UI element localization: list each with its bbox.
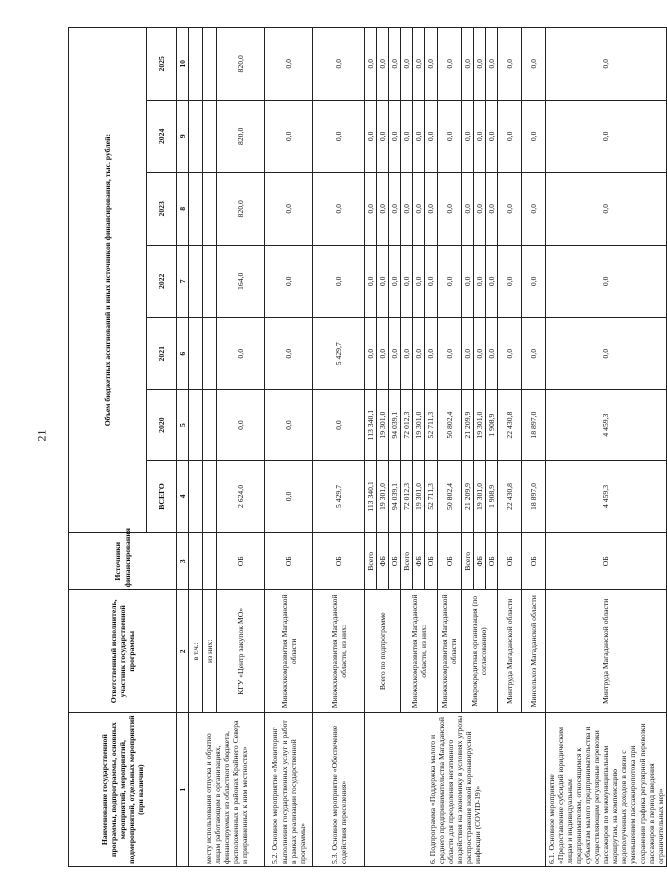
executor: Минжкхкомразвития Магаданской области, из них: [401, 590, 437, 713]
value-cell: 0,0 [425, 100, 437, 172]
source: ОБ [425, 533, 437, 590]
value-cell: 0,0 [497, 245, 521, 317]
value-cell: 19 301,0 [377, 390, 389, 460]
value-cell: 0,0 [437, 100, 461, 172]
budget-table [68, 27, 667, 867]
value-cell: 0,0 [485, 173, 497, 245]
col3-header: Источники финансирования [69, 533, 177, 590]
value-cell: 22 430,8 [497, 390, 521, 460]
value-cell: 0,0 [521, 100, 545, 172]
value-cell: 0,0 [313, 28, 365, 101]
value-cell: 22 430,8 [497, 460, 521, 532]
col-number: 5 [177, 390, 189, 460]
value-cell: 0,0 [461, 28, 473, 101]
col-number: 4 [177, 460, 189, 532]
value-cell: 4 459,3 [545, 390, 666, 460]
value-cell: 0,0 [461, 173, 473, 245]
value-cell: 820,0 [217, 100, 265, 172]
value-cell: 0,0 [425, 28, 437, 101]
value-cell: 2 624,0 [217, 460, 265, 532]
value-cell: 1 908,9 [485, 390, 497, 460]
source: ФБ [377, 533, 389, 590]
executor: Минжкхкомразвития Магаданской области, из них: [313, 590, 365, 713]
value-cell: 18 897,0 [521, 460, 545, 532]
col-number: 9 [177, 100, 189, 172]
source: Всего [461, 533, 473, 590]
value-cell: 72 012,3 [401, 460, 413, 532]
value-cell: 0,0 [425, 245, 437, 317]
col-number: 8 [177, 173, 189, 245]
value-cell: 0,0 [265, 28, 313, 101]
executor: из них: [203, 590, 217, 713]
value-cell: 0,0 [545, 318, 666, 390]
value-cell: 0,0 [265, 390, 313, 460]
value-cell: 0,0 [401, 245, 413, 317]
executor: Минжкхкомразвития Магаданской области [265, 590, 313, 713]
value-cell: 0,0 [365, 318, 377, 390]
value-cell: 0,0 [377, 173, 389, 245]
col-number: 2 [177, 590, 189, 713]
value-cell: 0,0 [497, 28, 521, 101]
value-cell: 0,0 [365, 100, 377, 172]
row-name: 5.3. Основное мероприятие «Обеспечение содействия переселения» [313, 713, 365, 867]
value-cell: 72 012,3 [401, 390, 413, 460]
executor: Минтруда Магаданской области [497, 590, 521, 713]
value-cell: 820,0 [217, 173, 265, 245]
value-cell: 0,0 [461, 100, 473, 172]
col-number: 6 [177, 318, 189, 390]
source: ОБ [217, 533, 265, 590]
value-cell: 94 039,1 [389, 460, 401, 532]
value-cell: 50 802,4 [437, 460, 461, 532]
year-header: 2025 [147, 28, 177, 101]
value-cell: 0,0 [313, 390, 365, 460]
value-cell: 0,0 [473, 173, 485, 245]
source: Всего [401, 533, 413, 590]
value-cell: 0,0 [473, 28, 485, 101]
value-cell: 820,0 [217, 28, 265, 101]
executor: Всего по подпрограмме [365, 590, 401, 713]
source: ОБ [497, 533, 521, 590]
value-cell: 0,0 [545, 173, 666, 245]
value-cell: 0,0 [461, 318, 473, 390]
value-cell: 0,0 [217, 318, 265, 390]
source: ОБ [521, 533, 545, 590]
volume-header: Объем бюджетных ассигнований и иных источников финансирования, тыс. рублей: [69, 28, 147, 533]
value-cell: 0,0 [521, 28, 545, 101]
value-cell: 52 711,3 [425, 460, 437, 532]
value-cell: 19 301,0 [413, 390, 425, 460]
source: ОБ [313, 533, 365, 590]
value-cell: 0,0 [389, 100, 401, 172]
value-cell: 0,0 [521, 245, 545, 317]
source: ОБ [265, 533, 313, 590]
value-cell: 0,0 [389, 245, 401, 317]
value-cell: 0,0 [365, 173, 377, 245]
value-cell: 19 301,0 [377, 460, 389, 532]
value-cell: 5 429,7 [313, 318, 365, 390]
col-number: 1 [177, 713, 189, 867]
value-cell: 0,0 [461, 245, 473, 317]
year-header: 2024 [147, 100, 177, 172]
value-cell: 19 301,0 [473, 460, 485, 532]
value-cell: 21 209,9 [461, 390, 473, 460]
value-cell: 0,0 [401, 28, 413, 101]
value-cell: 0,0 [545, 28, 666, 101]
year-header: 2023 [147, 173, 177, 245]
year-header: 2022 [147, 245, 177, 317]
value-cell: 0,0 [377, 28, 389, 101]
executor: Минсельхоз Магаданской области [521, 590, 545, 713]
value-cell: 52 711,3 [425, 390, 437, 460]
source: ОБ [389, 533, 401, 590]
value-cell: 0,0 [389, 28, 401, 101]
value-cell: 0,0 [485, 28, 497, 101]
value-cell: 0,0 [401, 173, 413, 245]
value-cell: 0,0 [437, 318, 461, 390]
col-number: 3 [177, 533, 189, 590]
value-cell: 18 897,0 [521, 390, 545, 460]
col1-header: Наименование государственной программы, подпрограммы, основных мероприятий, мероприятий, подмероприятий, отдельных мероприятий (при наличии) [69, 713, 177, 867]
value-cell: 0,0 [377, 318, 389, 390]
value-cell: 0,0 [521, 173, 545, 245]
value-cell: 0,0 [389, 173, 401, 245]
col-number: 10 [177, 28, 189, 101]
value-cell: 0,0 [413, 245, 425, 317]
value-cell: 1 908,9 [485, 460, 497, 532]
value-cell: 0,0 [365, 245, 377, 317]
year-header: 2020 [147, 390, 177, 460]
row-name: 6. Подпрограмма «Поддержка малого и среднего предпринимательства Магаданской области для преодоления негативного воздействия на экономику в условиях угрозы распространения новой коронавирусной инфекции (COVID-19)» [365, 713, 546, 867]
source: ОБ [485, 533, 497, 590]
value-cell: 113 340,1 [365, 460, 377, 532]
value-cell: 0,0 [473, 245, 485, 317]
year-header: 2021 [147, 318, 177, 390]
value-cell: 113 340,1 [365, 390, 377, 460]
source: ФБ [413, 533, 425, 590]
executor: в т.ч.: [189, 590, 203, 713]
rotated-table-container [68, 27, 665, 867]
value-cell: 19 301,0 [413, 460, 425, 532]
value-cell: 0,0 [425, 318, 437, 390]
value-cell: 21 209,9 [461, 460, 473, 532]
value-cell: 0,0 [265, 318, 313, 390]
value-cell: 0,0 [265, 460, 313, 532]
source: ФБ [473, 533, 485, 590]
value-cell: 0,0 [485, 245, 497, 317]
value-cell: 0,0 [377, 100, 389, 172]
value-cell: 0,0 [265, 173, 313, 245]
value-cell: 19 301,0 [473, 390, 485, 460]
value-cell: 0,0 [389, 318, 401, 390]
value-cell: 50 802,4 [437, 390, 461, 460]
value-cell: 0,0 [497, 318, 521, 390]
value-cell: 0,0 [521, 318, 545, 390]
value-cell: 0,0 [413, 173, 425, 245]
value-cell: 0,0 [265, 100, 313, 172]
value-cell: 0,0 [437, 173, 461, 245]
executor: КГУ «Центр закупок МО» [217, 590, 265, 713]
row-name: 5.2. Основное мероприятие «Мониторинг выполнения государственных услуг и работ в рамках реализации государственной программы» [265, 713, 313, 867]
value-cell: 0,0 [377, 245, 389, 317]
value-cell: 4 459,3 [545, 460, 666, 532]
value-cell: 0,0 [365, 28, 377, 101]
value-cell: 0,0 [437, 245, 461, 317]
value-cell: 0,0 [545, 245, 666, 317]
value-cell: 0,0 [265, 245, 313, 317]
page-number: 21 [34, 429, 49, 442]
row-name: 6.1. Основное мероприятие «Предоставление субсидий юридическим лицам и индивидуальным предпринимателям, относящимся к субъектам малого предпринимательства и осуществляющим регулярные перевозки пассажиров по межмуниципальным маршрутам, на компенсацию недополученных доходов в связи с уменьшением пассажиропотока при сохранении графика регулярной перевозки пассажиров в период введения ограничительных мер» [545, 713, 666, 867]
value-cell: 0,0 [485, 100, 497, 172]
value-cell: 0,0 [413, 318, 425, 390]
value-cell: 0,0 [437, 28, 461, 101]
executor: Микрокредитная организация (по согласованию) [461, 590, 497, 713]
value-cell: 0,0 [485, 318, 497, 390]
value-cell: 5 429,7 [313, 460, 365, 532]
value-cell: 0,0 [413, 28, 425, 101]
row-name: месту использования отпуска и обратно лицам работающим в организациях, финансируемых из областного бюджета, расположенных в районах Крайнего Севера и приравненных к ним местностях» [189, 713, 265, 867]
value-cell: 0,0 [313, 173, 365, 245]
value-cell: 0,0 [425, 173, 437, 245]
total-header: ВСЕГО [147, 460, 177, 532]
col2-header: Ответственный исполнитель, участник государственной программы [69, 590, 177, 713]
value-cell: 0,0 [313, 100, 365, 172]
value-cell: 94 039,1 [389, 390, 401, 460]
value-cell: 0,0 [217, 390, 265, 460]
value-cell: 0,0 [497, 100, 521, 172]
value-cell: 0,0 [313, 245, 365, 317]
value-cell: 0,0 [413, 100, 425, 172]
source: ОБ [545, 533, 666, 590]
value-cell: 0,0 [473, 318, 485, 390]
value-cell: 0,0 [401, 100, 413, 172]
value-cell: 0,0 [545, 100, 666, 172]
col-number: 7 [177, 245, 189, 317]
executor: Минжкхкомразвития Магаданской области [437, 590, 461, 713]
executor: Минтруда Магаданской области [545, 590, 666, 713]
value-cell: 0,0 [473, 100, 485, 172]
source: Всего [365, 533, 377, 590]
value-cell: 164,0 [217, 245, 265, 317]
value-cell: 0,0 [401, 318, 413, 390]
value-cell: 0,0 [497, 173, 521, 245]
source: ОБ [437, 533, 461, 590]
